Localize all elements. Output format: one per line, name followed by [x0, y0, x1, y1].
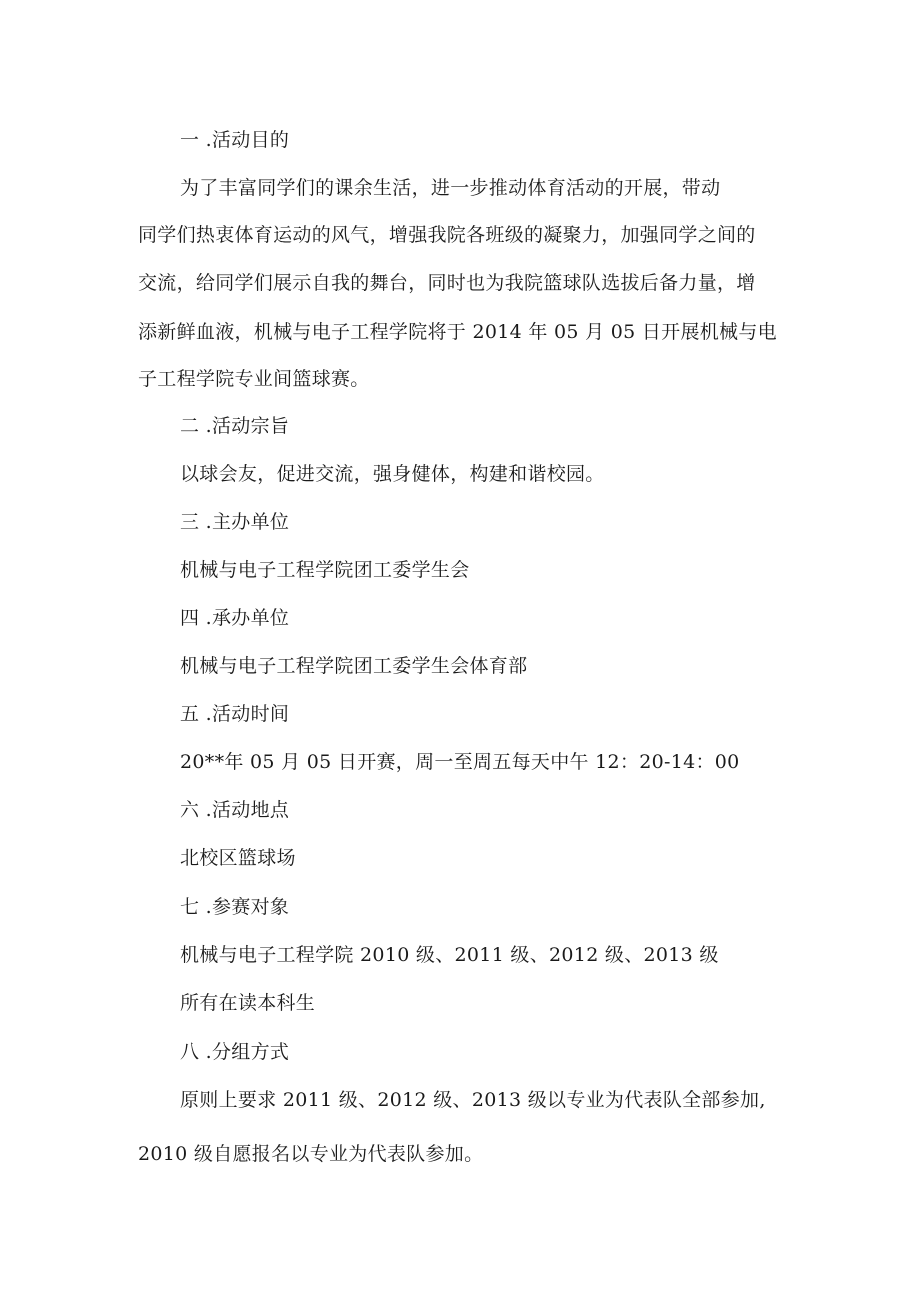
- section-4-line-1: 机械与电子工程学院团工委学生会体育部: [180, 655, 528, 677]
- section-4-heading: 四 .承办单位: [180, 607, 290, 629]
- section-1-paragraph-line-1: 为了丰富同学们的课余生活，进一步推动体育活动的开展，带动: [180, 177, 721, 199]
- section-6-line-1: 北校区篮球场: [180, 847, 296, 869]
- section-6-heading: 六 .活动地点: [180, 799, 290, 821]
- section-5-heading: 五 .活动时间: [180, 703, 290, 725]
- section-5-line-1: 20**年 05 月 05 日开赛，周一至周五每天中午 12：20-14：00: [180, 751, 740, 773]
- section-1-paragraph-line-2: 同学们热衷体育运动的风气，增强我院各班级的凝聚力，加强同学之间的: [138, 224, 756, 246]
- section-8-line-2: 2010 级自愿报名以专业为代表队参加。: [138, 1143, 484, 1165]
- section-1-paragraph-line-3: 交流，给同学们展示自我的舞台，同时也为我院篮球队选拔后备力量，增: [138, 272, 756, 294]
- section-1-heading: 一 .活动目的: [180, 129, 290, 151]
- section-8-line-1: 原则上要求 2011 级、2012 级、2013 级以专业为代表队全部参加,: [180, 1089, 766, 1111]
- section-3-heading: 三 .主办单位: [180, 511, 290, 533]
- section-2-line-1: 以球会友，促进交流，强身健体，构建和谐校园。: [180, 463, 605, 485]
- section-2-heading: 二 .活动宗旨: [180, 415, 290, 437]
- section-1-paragraph-line-4: 添新鲜血液，机械与电子工程学院将于 2014 年 05 月 05 日开展机械与电: [138, 321, 777, 343]
- section-7-heading: 七 .参赛对象: [180, 896, 290, 918]
- section-8-heading: 八 .分组方式: [180, 1041, 290, 1063]
- section-7-line-2: 所有在读本科生: [180, 992, 316, 1014]
- section-3-line-1: 机械与电子工程学院团工委学生会: [180, 559, 470, 581]
- section-1-paragraph-line-5: 子工程学院专业间篮球赛。: [138, 368, 370, 390]
- section-7-line-1: 机械与电子工程学院 2010 级、2011 级、2012 级、2013 级: [180, 944, 719, 966]
